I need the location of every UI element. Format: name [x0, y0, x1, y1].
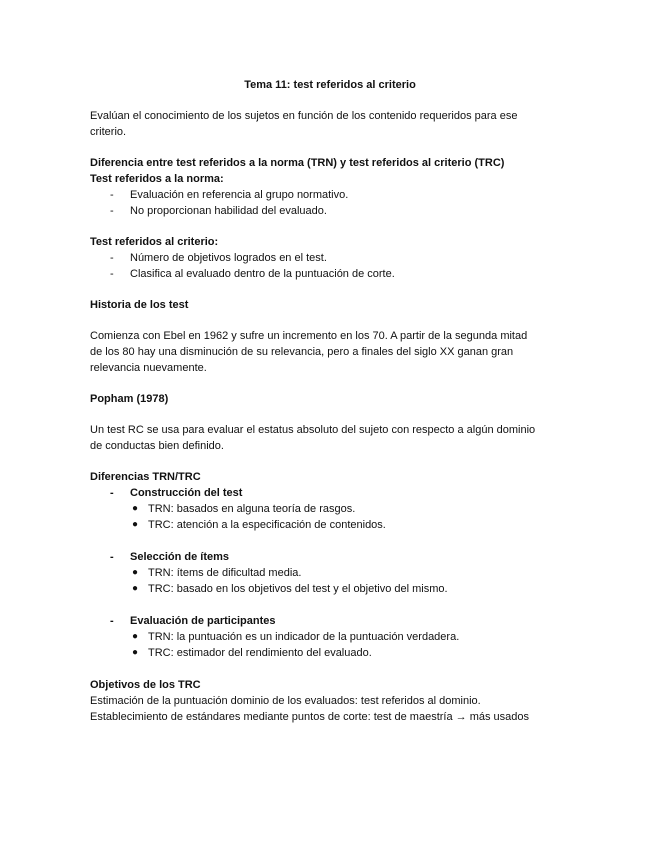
diferencia-heading: Diferencia entre test referidos a la norma (TRN) y test referidos al criterio (TRC): [90, 157, 505, 169]
dash-marker: -: [110, 252, 114, 264]
bullet-marker: ●: [132, 567, 139, 578]
bullet-marker: ●: [132, 583, 139, 594]
intro-line-2: criterio.: [90, 126, 127, 138]
historia-line-3: relevancia nuevamente.: [90, 362, 207, 374]
historia-line-2: de los 80 hay una disminución de su relevancia, pero a finales del siglo XX ganan gran: [90, 346, 514, 358]
historia-line-1: Comienza con Ebel en 1962 y sufre un incremento en los 70. A partir de la segunda mitad: [90, 330, 528, 342]
page-title: Tema 11: test referidos al criterio: [244, 79, 416, 91]
bullet-marker: ●: [132, 631, 139, 642]
dash-marker: -: [110, 268, 114, 280]
dash-marker: -: [110, 205, 114, 217]
intro-line-1: Evalúan el conocimiento de los sujetos en función de los contenido requeridos para ese: [90, 110, 518, 122]
norma-heading: Test referidos a la norma:: [90, 173, 224, 185]
criterio-heading: Test referidos al criterio:: [90, 236, 219, 248]
dash-marker: -: [110, 189, 114, 201]
objetivos-heading: Objetivos de los TRC: [90, 679, 201, 691]
bullet-marker: ●: [132, 519, 139, 530]
dash-marker: -: [110, 551, 114, 563]
diferencias-heading: Diferencias TRN/TRC: [90, 471, 201, 483]
popham-line-2: de conductas bien definido.: [90, 440, 224, 452]
bullet-marker: ●: [132, 647, 139, 658]
bullet-marker: ●: [132, 503, 139, 514]
dash-marker: -: [110, 615, 114, 627]
dash-marker: -: [110, 487, 114, 499]
objetivos-line-1: Estimación de la puntuación dominio de los evaluados: test referidos al dominio.: [90, 695, 481, 707]
popham-line-1: Un test RC se usa para evaluar el estatus absoluto del sujeto con respecto a algún dominio: [90, 424, 536, 436]
objetivos-line-2: Establecimiento de estándares mediante puntos de corte: test de maestría → más usados: [90, 711, 530, 723]
historia-heading: Historia de los test: [90, 299, 189, 311]
popham-heading: Popham (1978): [90, 393, 169, 405]
